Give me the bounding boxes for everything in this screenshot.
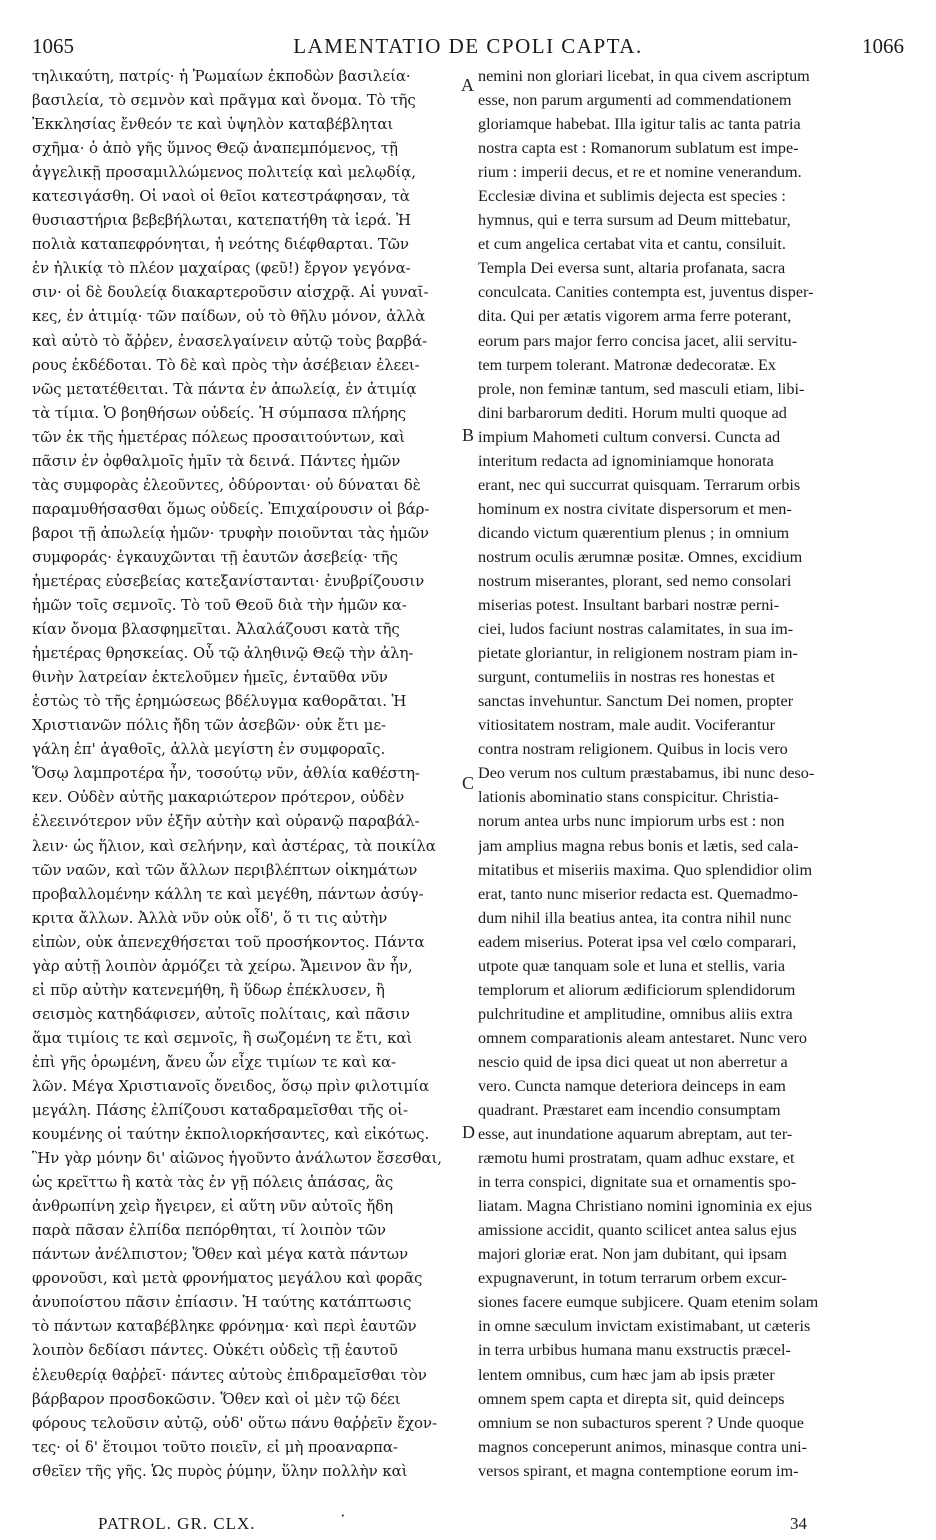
greek-text-line: παραμυθήσασθαι ὅμως οὐδείς. Ἐπιχαίρουσιν οἱ βάρ- — [32, 499, 430, 518]
latin-text-line: expugnaverunt, in totum terrarum orbem excur- — [478, 1269, 787, 1288]
greek-text-line: λῶν. Μέγα Χριστιανοῖς ὄνειδος, ὅσῳ πρὶν φιλοτιμία — [32, 1076, 429, 1095]
latin-text-line: nostra capta est : Romanorum sublatum est impe- — [478, 139, 799, 158]
greek-text-line: κεν. Οὐδὲν αὐτῆς μακαριώτερον πρότερον, οὐδὲν — [32, 788, 405, 807]
greek-text-line: σθεῖεν τῆς γῆς. Ὡς πυρὸς ῥύμην, ὕλην πολλὴν καὶ — [32, 1461, 408, 1480]
latin-text-line: vero. Cuncta namque deteriora deinceps in eam — [478, 1076, 786, 1095]
greek-text-line: σεισμὸς κατηδάφισεν, αὐτοῖς πολίταις, καὶ πᾶσιν — [32, 1004, 410, 1023]
latin-text-line: dini barbarorum dediti. Horum multi quoque ad — [478, 403, 787, 422]
greek-text-line: φρονοῦσι, καὶ μετὰ φρονήματος μεγάλου καὶ φορᾶς — [32, 1269, 423, 1288]
latin-text-line: ciei, ludos faciunt nostras calamitates, in sua im- — [478, 620, 794, 639]
latin-text-line: rium : imperii decus, et re et nomine venerandum. — [478, 163, 802, 182]
greek-text-line: Ἣν γὰρ μόνην δι' αἰῶνος ἡγοῦντο ἀνάλωτον ἔσεσθαι, — [32, 1149, 442, 1168]
greek-text-line: πάντων ἀνέλπιστον; Ὅθεν καὶ μέγα κατὰ πάντων — [32, 1245, 409, 1264]
section-marker-d: D — [462, 1122, 475, 1142]
signature-mark: 34 — [790, 1514, 807, 1533]
latin-text-line: utpote quæ tanquam sole et luna et stellis, varia — [478, 956, 786, 975]
latin-text-column — [478, 64, 900, 1500]
greek-text-line: ἐλευθερίᾳ θαῤῥεῖ· πάντες αὐτοὺς ἐπιδραμεῖσθαι τὸν — [32, 1365, 427, 1384]
latin-text-line: erat, tanto nunc miserior redacta est. Quemadmo- — [478, 884, 799, 903]
latin-text-line: nescio quid de ipsa dici queat ut non aberretur a — [478, 1052, 788, 1071]
section-marker-b: B — [462, 425, 475, 445]
greek-text-line: Ἐκκλησίας ἔνθεόν τε καὶ ὑψηλὸν καταβέβληται — [32, 115, 394, 134]
greek-text-line: κουμένης οἱ ταύτην ἐκπολιορκήσαντες, καὶ εἰκότως. — [32, 1125, 430, 1144]
greek-text-line: ἀνθρωπίνη χεὶρ ἤγειρεν, εἰ αὕτη νῦν αὐτοῖς ἤδη — [32, 1197, 393, 1216]
latin-text-line: sanctas invehuntur. Sanctum Dei nomen, propter — [478, 692, 794, 711]
greek-text-line: ἡμετέρας εὐσεβείας κατεξανίστανται· ἐνυβρίζουσιν — [32, 571, 425, 590]
latin-text-line: tem turpem tolerant. Matronæ dedecoratæ. Ex — [478, 355, 777, 374]
latin-text-line: Templa Dei eversa sunt, altaria profanata, sacra — [478, 259, 786, 278]
latin-text-line: contra nostram religionem. Quibus in locis vero — [478, 740, 788, 759]
greek-text-line: βάρβαρον προσδοκῶσιν. Ὅθεν καὶ οἱ μὲν τῷ δέει — [32, 1389, 401, 1408]
latin-text-line: Ecclesiæ divina et sublimis dejecta est species : — [478, 187, 786, 206]
latin-text-line: esse, non parum argumenti ad commendationem — [478, 91, 792, 110]
greek-text-line: τὰς συμφορὰς ἐλεοῦντες, ὀδύρονται· οὐ δύναται δὲ — [32, 475, 421, 494]
greek-text-line: ἐλεεινότερον νῦν ἐξῆν αὐτὴν καὶ οὐρανῷ παραβάλ- — [32, 812, 420, 831]
latin-text-line: Deo verum nos cultum præstabamus, ibi nunc deso- — [478, 764, 815, 783]
greek-text-column — [32, 64, 450, 1500]
latin-text-line: in terra urbibus humana manu exstructis præcel- — [478, 1341, 791, 1360]
latin-text-line: magnos conceperunt animos, minasque contra uni- — [478, 1437, 808, 1456]
latin-text-line: conculcata. Canities contempta est, juventus disper- — [478, 283, 814, 302]
latin-text-line: in omne sæculum invictam existimabant, ut cæteris — [478, 1317, 811, 1336]
right-page-number: 1066 — [862, 34, 904, 58]
latin-text-line: vitiositatem nostram, male audit. Vociferantur — [478, 716, 776, 735]
greek-text-line: νῶς μετατέθειται. Τὰ πάντα ἐν ἀπωλείᾳ, ἐν ἀτιμίᾳ — [32, 379, 417, 398]
greek-text-line: τὸ πάντων καταβέβληκε φρόνημα· καὶ περὶ ἑαυτῶν — [32, 1317, 417, 1336]
latin-text-line: hominum ex nostra civitate dispersorum et men- — [478, 499, 792, 518]
latin-text-line: surgunt, contumeliis in nostras res honestas et — [478, 668, 775, 687]
latin-text-line: norum antea urbs nunc impiorum urbs est : non — [478, 812, 785, 831]
greek-text-line: προβαλλομένην κάλλη τε καὶ μεγέθη, πάντων ἀσύγ- — [32, 884, 424, 903]
latin-text-line: miserias potest. Insultant barbari nostræ perni- — [478, 596, 780, 615]
greek-text-line: φόρους τελοῦσιν αὐτῷ, οὐδ' οὕτω πάνυ θαῤῥεῖν ἔχον- — [32, 1413, 437, 1432]
greek-text-line: θινὴν λατρείαν ἐκτελοῦμεν ἡμεῖς, ἐνταῦθα νῦν — [32, 668, 388, 687]
section-marker-c: C — [462, 773, 475, 793]
greek-text-line: κίαν ὄνομα βλασφημεῖται. Ἀλαλάζουσι κατὰ τῆς — [32, 620, 400, 639]
greek-text-line: πολιὰ καταπεφρόνηται, ἡ νεότης διέφθαρται. Τῶν — [32, 235, 409, 254]
latin-text-line: dicando victum quærentium plenus ; in omnium — [478, 523, 790, 542]
greek-text-line: ἅμα τιμίοις τε καὶ σεμνοῖς, ἢ σωζομένη τε ἔτι, καὶ — [32, 1028, 413, 1047]
greek-text-line: κριτα ἄλλων. Ἀλλὰ νῦν οὐκ οἶδ', ὅ τι τις αὐτὴν — [32, 908, 388, 927]
greek-text-line: Ὅσῳ λαμπροτέρα ἦν, τοσούτῳ νῦν, ἀθλία καθέστη- — [32, 764, 420, 783]
latin-text-line: prole, non feminæ tantum, sed masculi etiam, libi- — [478, 379, 805, 398]
latin-text-line: ræmotu humi prostratam, quam adhuc exstare, et — [478, 1149, 795, 1168]
greek-text-line: σχῆμα· ὁ ἀπὸ γῆς ὕμνος Θεῷ ἀναπεμπόμενος, τῇ — [32, 139, 398, 158]
greek-text-line: εἰ πῦρ αὐτὴν κατενεμήθη, ἢ ὕδωρ ἐπέκλυσεν, ἢ — [32, 980, 385, 999]
page-footer — [0, 1506, 936, 1538]
greek-text-line: παρὰ πᾶσαν ἐλπίδα πεπόρθηται, τί λοιπὸν τῶν — [32, 1221, 386, 1240]
series-label: PATROL. GR. CLX. — [98, 1514, 256, 1533]
running-title: LAMENTATIO DE CPOLI CAPTA. — [293, 34, 643, 58]
greek-text-line: ἡμετέρας θρησκείας. Οὗ τῷ ἀληθινῷ Θεῷ τὴν ἀλη- — [32, 644, 414, 663]
latin-text-line: versos spirant, et magna contemptione eorum im- — [478, 1461, 799, 1480]
latin-text-line: templorum et aliorum ædificiorum splendidorum — [478, 980, 796, 999]
latin-text-line: impium Mahometi cultum conversi. Cuncta ad — [478, 427, 781, 446]
greek-text-line: μεγάλη. Πάσης ἐλπίζουσι καταδραμεῖσθαι τῆς οἰ- — [32, 1101, 408, 1120]
latin-text-line: nostrum miserantes, plorant, sed nemo consolari — [478, 571, 792, 590]
latin-text-line: omnem comparationis aleam antestaret. Nunc vero — [478, 1028, 808, 1047]
greek-text-line: τῶν ναῶν, καὶ τῶν ἄλλων περιβλέπτων οἰκημάτων — [32, 860, 418, 879]
greek-text-line: τες· οἱ δ' ἕτοιμοι τοῦτο ποιεῖν, εἰ μὴ προαναρπα- — [32, 1437, 398, 1456]
greek-text-line: θυσιαστήρια βεβεβήλωται, κατεπατήθη τὰ ἱερά. Ἡ — [32, 211, 411, 230]
greek-text-line: λοιπὸν δεδίασι πάντες. Οὐκέτι οὐδεὶς τῇ ἑαυτοῦ — [32, 1341, 398, 1360]
latin-text-line: majori gloriæ erat. Non jam dubitant, qui ipsam — [478, 1245, 787, 1264]
greek-text-line: ἡμῶν τοῖς σεμνοῖς. Τὸ τοῦ Θεοῦ διὰ τὴν ἡμῶν κα- — [32, 596, 407, 615]
latin-text-line: omnium se non subacturos sperent ? Unde quoque — [478, 1413, 804, 1432]
greek-text-line: ἐπὶ γῆς ὁρωμένη, ἄνευ ὧν εἶχε τιμίων τε καὶ κα- — [32, 1052, 397, 1071]
latin-text-line: amissione accidit, quanto scilicet antea salus ejus — [478, 1221, 797, 1240]
greek-text-line: ὡς κρεῖττω ἢ κατὰ τὰς ἐν γῇ πόλεις ἁπάσας, ἃς — [32, 1173, 394, 1192]
greek-text-line: λειν· ὡς ἥλιον, καὶ σελήνην, καὶ ἀστέρας, τὰ ποικίλα — [32, 836, 436, 855]
latin-text-line: lationis abominatio stans conspicitur. Christia- — [478, 788, 779, 807]
greek-text-line: συμφοράς· ἐγκαυχῶνται τῇ ἑαυτῶν ἀσεβείᾳ· τῆς — [32, 547, 398, 566]
latin-text-line: erant, nec qui succurrat quisquam. Terrarum orbis — [478, 475, 801, 494]
footer-dot: · — [340, 1506, 346, 1525]
latin-text-line: esse, aut inundatione aquarum abreptam, aut ter- — [478, 1125, 793, 1144]
greek-text-line: τὰ τίμια. Ὁ βοηθήσων οὐδείς. Ἡ σύμπασα πλήρης — [32, 403, 407, 422]
greek-text-line: κες, ἐν ἀτιμίᾳ· τῶν παίδων, οὐ τὸ θῆλυ μόνον, ἀλλὰ — [32, 307, 426, 326]
greek-text-line: ἑστὼς τὸ τῆς ἐρημώσεως βδέλυγμα καθορᾶται. Ἡ — [32, 692, 407, 711]
latin-text-line: quadrant. Præstaret eam incendio consumptam — [478, 1101, 781, 1120]
greek-text-line: ἐν ἡλικίᾳ τὸ πλέον μαχαίρας (φεῦ!) ἔργον γεγόνα- — [32, 259, 411, 278]
greek-text-line: σιν· οἱ δὲ δουλείᾳ διακαρτεροῦσιν αἰσχρᾷ. Αἱ γυναῖ- — [32, 283, 429, 302]
greek-text-line: ρους ἐκδέδοται. Τὸ δὲ καὶ πρὸς τὴν ἀσέβειαν ἐλεει- — [32, 355, 420, 374]
latin-text-line: dum nihil illa beatius antea, ita contra nihil nunc — [478, 908, 792, 927]
latin-text-line: omnem spem capta et direpta sit, quid deinceps — [478, 1389, 785, 1408]
greek-text-line: τηλικαύτη, πατρίς· ἡ Ῥωμαίων ἐκποδὼν βασιλεία· — [32, 67, 411, 85]
greek-text-line: βαροι τῇ ἀπωλείᾳ ἡμῶν· τρυφὴν ποιοῦνται τὰς ἡμῶν — [32, 523, 429, 542]
greek-text-line: γάλη ἐπ' ἀγαθοῖς, ἀλλὰ μεγίστη ἐν συμφοραῖς. — [32, 740, 386, 759]
latin-text-line: et cum angelica certabat vita et cantu, consiluit. — [478, 235, 786, 254]
greek-text-line: Χριστιανῶν πόλις ἤδη τῶν ἀσεβῶν· οὐκ ἔτι με- — [32, 716, 386, 735]
latin-text-line: pietate gloriantur, in religionem nostram piam in- — [478, 644, 798, 663]
latin-text-line: hymnus, qui e terra sursum ad Deum mittebatur, — [478, 211, 791, 230]
greek-text-line: καὶ αὐτὸ τὸ ἄῤῥεν, ἐνασελγαίνειν αὐτῷ τοὺς βαρβά- — [32, 331, 427, 350]
latin-text-line: siones facere eumque subjicere. Quam etenim solam — [478, 1293, 819, 1312]
greek-text-line: ἀγγελικῇ προσαμιλλώμενος πολιτείᾳ καὶ μελῳδίᾳ, — [32, 163, 416, 182]
page-header — [28, 30, 908, 60]
latin-text-line: mitatibus et miseriis maxima. Quo splendidior olim — [478, 860, 813, 879]
latin-text-line: lentem omnibus, cum hæc jam ab ipsis præter — [478, 1365, 775, 1384]
latin-text-line: nostrum oculis ærumnæ positæ. Omnes, excidium — [478, 547, 803, 566]
latin-text-line: gloriamque habebat. Illa igitur talis ac tanta patria — [478, 115, 801, 134]
greek-text-line: βασιλεία, τὸ σεμνὸν καὶ πρᾶγμα καὶ ὄνομα. Τὸ τῆς — [32, 91, 416, 110]
greek-text-line: πᾶσιν ἐν ὀφθαλμοῖς ἡμῖν τὰ δεινά. Πάντες ἡμῶν — [32, 451, 401, 470]
greek-text-line: γὰρ αὐτῇ λοιπὸν ἁρμόζει τὰ χείρω. Ἄμεινον ἂν ἦν, — [32, 956, 413, 975]
greek-text-line: ἀνυποίστου πᾶσιν ἐπίασιν. Ἡ ταύτης κατάπτωσις — [32, 1293, 412, 1312]
greek-text-line: εἰπὼν, οὐκ ἀπενεχθήσεται τοῦ προσήκοντος. Πάντα — [32, 932, 425, 951]
section-marker-a: A — [461, 75, 474, 95]
greek-text-line: κατεσιγάσθη. Οἱ ναοὶ οἱ θεῖοι κατεστράφησαν, τὰ — [32, 187, 410, 206]
latin-text-line: in terra conspici, dignitate sua et ornamentis spo- — [478, 1173, 797, 1192]
latin-text-line: jam amplius magna rebus bonis et lætis, sed cala- — [478, 836, 799, 855]
latin-text-line: eorum pars major ferro concisa jacet, alii servitu- — [478, 331, 798, 350]
latin-text-line: pulchritudine et amplitudine, omnibus aliis extra — [478, 1004, 793, 1023]
latin-text-line: liatam. Magna Christiano nomini ignominia ex ejus — [478, 1197, 813, 1216]
left-page-number: 1065 — [32, 34, 74, 58]
latin-text-line: interitum redacta ad ignominiamque honorata — [478, 451, 774, 470]
greek-text-line: τῶν ἐκ τῆς ἡμετέρας πόλεως προσαιτούντων, καὶ — [32, 427, 405, 446]
latin-text-line: eadem miserius. Poterat ipsa vel cœlo comparari, — [478, 932, 797, 951]
latin-text-line: nemini non gloriari licebat, in qua civem ascriptum — [478, 67, 810, 85]
latin-text-line: dita. Qui per ætatis vigorem arma ferre poterant, — [478, 307, 792, 326]
